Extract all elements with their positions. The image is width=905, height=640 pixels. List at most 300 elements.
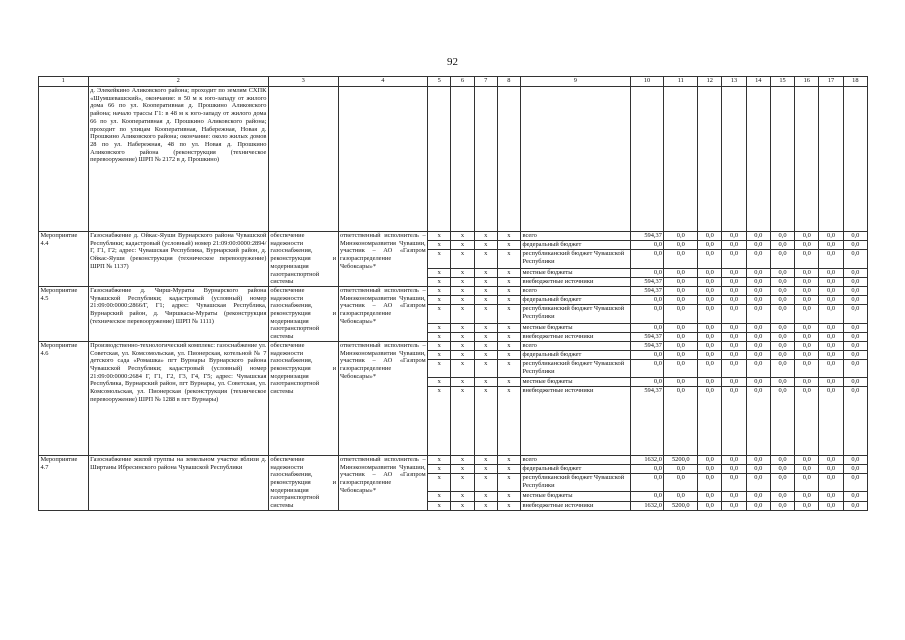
code-cell: x xyxy=(497,296,520,305)
amount-cell: 0,0 xyxy=(843,268,867,277)
amount-cell: 0,0 xyxy=(698,377,722,386)
amount-cell: 0,0 xyxy=(795,501,819,510)
empty-cell xyxy=(474,87,497,232)
empty-cell xyxy=(630,87,664,232)
measure-executor: ответственный исполнитель – Минэкономразвития Чувашии, участник – АО «Газпром газораспределение Чебоксары»* xyxy=(338,286,428,341)
column-header-13: 13 xyxy=(722,77,746,87)
code-cell: x xyxy=(451,250,474,268)
funding-source: внебюджетные источники xyxy=(520,332,630,341)
amount-cell: 0,0 xyxy=(746,332,770,341)
amount-cell: 594,37 xyxy=(630,277,664,286)
code-cell: x xyxy=(451,350,474,359)
column-header-3: 3 xyxy=(268,77,338,87)
amount-cell: 0,0 xyxy=(722,323,746,332)
amount-cell: 0,0 xyxy=(819,492,843,501)
amount-cell: 0,0 xyxy=(746,305,770,323)
amount-cell: 5200,0 xyxy=(664,501,698,510)
continuation-text: д. Элекейкино Аликовского района; проходит по землям СХПК «Шумшевашский», окончание: в 50 м к юго-западу от жилого дома 66 по ул. Кооперативная д. Прошкино Аликовского района; начало трассы Г1: в 48 м к юго-западу от жилого дома 66 по ул. Кооперативная д. Прошкино Аликовского района; проходит по улицам Кооперативная, Набережная, Новая д. Прошкино Аликовского района; окончание: около жилых домов 28 по ул. Набережная, 48 по ул. Новая д. Прошкино Аликовского района (реконструкция (техническое перевооружение) ШРП № 2172 в д. Прошкино) xyxy=(88,87,268,232)
amount-cell: 0,0 xyxy=(630,241,664,250)
code-cell: x xyxy=(474,305,497,323)
column-header-2: 2 xyxy=(88,77,268,87)
amount-cell: 0,0 xyxy=(664,323,698,332)
amount-cell: 0,0 xyxy=(819,474,843,492)
amount-cell: 0,0 xyxy=(630,350,664,359)
empty-cell xyxy=(497,87,520,232)
amount-cell: 0,0 xyxy=(698,501,722,510)
amount-cell: 0,0 xyxy=(664,305,698,323)
amount-cell: 0,0 xyxy=(746,277,770,286)
funding-source: республиканский бюджет Чувашской Республики xyxy=(520,305,630,323)
code-cell: x xyxy=(497,323,520,332)
amount-cell: 0,0 xyxy=(770,286,794,295)
amount-cell: 0,0 xyxy=(795,464,819,473)
amount-cell: 0,0 xyxy=(770,350,794,359)
code-cell: x xyxy=(497,386,520,455)
code-cell: x xyxy=(474,386,497,455)
code-cell: x xyxy=(497,232,520,241)
amount-cell: 0,0 xyxy=(664,464,698,473)
measure-goal: обеспечение надежности газоснабжения, реконструкция и модернизация газотранспортной системы xyxy=(268,341,338,455)
amount-cell: 0,0 xyxy=(770,492,794,501)
amount-cell: 0,0 xyxy=(630,305,664,323)
amount-cell: 594,37 xyxy=(630,232,664,241)
amount-cell: 594,37 xyxy=(630,332,664,341)
amount-cell: 0,0 xyxy=(843,241,867,250)
amount-cell: 0,0 xyxy=(770,250,794,268)
amount-cell: 0,0 xyxy=(770,241,794,250)
amount-cell: 0,0 xyxy=(795,241,819,250)
amount-cell: 0,0 xyxy=(770,332,794,341)
amount-cell: 0,0 xyxy=(795,332,819,341)
amount-cell: 0,0 xyxy=(664,277,698,286)
funding-source: всего xyxy=(520,341,630,350)
measure-row xyxy=(39,455,868,464)
amount-cell: 0,0 xyxy=(843,377,867,386)
amount-cell: 0,0 xyxy=(843,332,867,341)
column-header-12: 12 xyxy=(698,77,722,87)
empty-cell xyxy=(268,87,338,232)
measure-goal: обеспечение надежности газоснабжения, реконструкция и модернизация газотранспортной системы xyxy=(270,455,337,510)
amount-cell: 0,0 xyxy=(819,296,843,305)
amount-cell: 0,0 xyxy=(770,268,794,277)
amount-cell: 0,0 xyxy=(770,277,794,286)
amount-cell: 0,0 xyxy=(746,350,770,359)
amount-cell: 0,0 xyxy=(722,359,746,377)
code-cell: x xyxy=(497,241,520,250)
code-cell: x xyxy=(474,455,497,464)
code-cell: x xyxy=(497,464,520,473)
column-header-5: 5 xyxy=(428,77,451,87)
funding-source: всего xyxy=(520,232,630,241)
amount-cell: 0,0 xyxy=(722,474,746,492)
empty-cell xyxy=(451,87,474,232)
code-cell: x xyxy=(497,277,520,286)
amount-cell: 0,0 xyxy=(698,241,722,250)
measure-name: Газоснабжение д. Ойкас-Яуши Вурнарского района Чувашской Республики; кадастровый (условный) номер 21:09:00:0000:2894/Г, Г1, Г2; адрес: Чувашская Республика, Вурнарский район, д. Ойкас-Яуши (реконструкция (техническое перевооружение) ШРП № 1137) xyxy=(88,232,268,287)
amount-cell: 0,0 xyxy=(722,296,746,305)
amount-cell: 0,0 xyxy=(819,250,843,268)
code-cell: x xyxy=(497,474,520,492)
amount-cell: 0,0 xyxy=(698,341,722,350)
amount-cell: 0,0 xyxy=(843,474,867,492)
amount-cell: 5200,0 xyxy=(664,455,698,464)
code-cell: x xyxy=(428,359,451,377)
column-header-1: 1 xyxy=(39,77,89,87)
column-header-4: 4 xyxy=(338,77,428,87)
amount-cell: 0,0 xyxy=(630,323,664,332)
amount-cell: 0,0 xyxy=(698,232,722,241)
amount-cell: 0,0 xyxy=(770,296,794,305)
funding-source: федеральный бюджет xyxy=(520,241,630,250)
code-cell: x xyxy=(451,241,474,250)
amount-cell: 0,0 xyxy=(746,501,770,510)
amount-cell: 0,0 xyxy=(795,305,819,323)
amount-cell: 1632,0 xyxy=(630,455,664,464)
code-cell: x xyxy=(451,277,474,286)
amount-cell: 0,0 xyxy=(843,277,867,286)
amount-cell: 0,0 xyxy=(746,474,770,492)
amount-cell: 0,0 xyxy=(698,359,722,377)
amount-cell: 0,0 xyxy=(795,377,819,386)
code-cell: x xyxy=(428,377,451,386)
code-cell: x xyxy=(428,277,451,286)
amount-cell: 0,0 xyxy=(722,350,746,359)
amount-cell: 0,0 xyxy=(746,250,770,268)
code-cell: x xyxy=(474,232,497,241)
amount-cell: 0,0 xyxy=(843,250,867,268)
code-cell: x xyxy=(497,359,520,377)
amount-cell: 0,0 xyxy=(664,474,698,492)
funding-source: местные бюджеты xyxy=(520,492,630,501)
amount-cell: 0,0 xyxy=(819,501,843,510)
amount-cell: 0,0 xyxy=(770,464,794,473)
empty-cell xyxy=(819,87,843,232)
amount-cell: 0,0 xyxy=(630,250,664,268)
amount-cell: 0,0 xyxy=(770,455,794,464)
empty-cell xyxy=(698,87,722,232)
code-cell: x xyxy=(428,296,451,305)
amount-cell: 1632,0 xyxy=(630,501,664,510)
funding-source: местные бюджеты xyxy=(520,323,630,332)
amount-cell: 0,0 xyxy=(819,350,843,359)
amount-cell: 0,0 xyxy=(664,492,698,501)
amount-cell: 0,0 xyxy=(722,332,746,341)
amount-cell: 0,0 xyxy=(795,455,819,464)
amount-cell: 0,0 xyxy=(819,332,843,341)
code-cell: x xyxy=(451,305,474,323)
amount-cell: 0,0 xyxy=(795,286,819,295)
amount-cell: 0,0 xyxy=(795,386,819,455)
code-cell: x xyxy=(497,455,520,464)
amount-cell: 0,0 xyxy=(770,323,794,332)
funding-source: республиканский бюджет Чувашской Республики xyxy=(520,359,630,377)
amount-cell: 0,0 xyxy=(746,323,770,332)
amount-cell: 0,0 xyxy=(722,277,746,286)
code-cell: x xyxy=(428,268,451,277)
code-cell: x xyxy=(451,332,474,341)
code-cell: x xyxy=(497,492,520,501)
amount-cell: 0,0 xyxy=(843,492,867,501)
code-cell: x xyxy=(497,377,520,386)
measure-id: Мероприятие 4.6 xyxy=(39,341,89,455)
amount-cell: 0,0 xyxy=(770,232,794,241)
amount-cell: 0,0 xyxy=(664,268,698,277)
empty-cell xyxy=(843,87,867,232)
amount-cell: 0,0 xyxy=(664,250,698,268)
amount-cell: 0,0 xyxy=(770,386,794,455)
amount-cell: 0,0 xyxy=(819,377,843,386)
amount-cell: 0,0 xyxy=(843,323,867,332)
code-cell: x xyxy=(497,341,520,350)
code-cell: x xyxy=(428,464,451,473)
continuation-row xyxy=(39,87,868,232)
amount-cell: 0,0 xyxy=(698,277,722,286)
amount-cell: 0,0 xyxy=(722,341,746,350)
measure-row xyxy=(39,341,868,350)
empty-cell xyxy=(770,87,794,232)
amount-cell: 0,0 xyxy=(819,455,843,464)
column-header-7: 7 xyxy=(474,77,497,87)
amount-cell: 0,0 xyxy=(770,341,794,350)
funding-source: внебюджетные источники xyxy=(520,277,630,286)
amount-cell: 0,0 xyxy=(819,359,843,377)
code-cell: x xyxy=(474,359,497,377)
funding-source: республиканский бюджет Чувашской Республики xyxy=(520,250,630,268)
amount-cell: 0,0 xyxy=(698,386,722,455)
funding-source: внебюджетные источники xyxy=(520,386,630,455)
code-cell: x xyxy=(497,305,520,323)
amount-cell: 0,0 xyxy=(819,277,843,286)
amount-cell: 0,0 xyxy=(664,286,698,295)
funding-source: федеральный бюджет xyxy=(520,350,630,359)
code-cell: x xyxy=(428,323,451,332)
code-cell: x xyxy=(451,377,474,386)
code-cell: x xyxy=(428,286,451,295)
amount-cell: 0,0 xyxy=(746,286,770,295)
amount-cell: 0,0 xyxy=(843,501,867,510)
empty-cell xyxy=(338,87,428,232)
amount-cell: 594,37 xyxy=(630,286,664,295)
amount-cell: 594,37 xyxy=(630,386,664,455)
code-cell: x xyxy=(451,455,474,464)
amount-cell: 0,0 xyxy=(795,268,819,277)
amount-cell: 594,37 xyxy=(630,341,664,350)
amount-cell: 0,0 xyxy=(630,492,664,501)
amount-cell: 0,0 xyxy=(819,323,843,332)
amount-cell: 0,0 xyxy=(664,386,698,455)
column-header-16: 16 xyxy=(795,77,819,87)
amount-cell: 0,0 xyxy=(795,359,819,377)
amount-cell: 0,0 xyxy=(746,455,770,464)
amount-cell: 0,0 xyxy=(698,464,722,473)
code-cell: x xyxy=(451,286,474,295)
amount-cell: 0,0 xyxy=(843,386,867,455)
amount-cell: 0,0 xyxy=(843,286,867,295)
code-cell: x xyxy=(428,386,451,455)
code-cell: x xyxy=(497,286,520,295)
amount-cell: 0,0 xyxy=(746,359,770,377)
measure-name: Газоснабжение жилой группы на земельном участке вблизи д. Ширтаны Ибресинского района Чувашской Республики xyxy=(88,455,268,510)
code-cell: x xyxy=(428,250,451,268)
amount-cell: 0,0 xyxy=(746,268,770,277)
code-cell: x xyxy=(428,492,451,501)
code-cell: x xyxy=(474,250,497,268)
amount-cell: 0,0 xyxy=(722,501,746,510)
amount-cell: 0,0 xyxy=(843,341,867,350)
code-cell: x xyxy=(474,492,497,501)
measure-goal: обеспечение надежности газоснабжения, реконструкция и модернизация газотранспортной системы xyxy=(270,286,337,341)
amount-cell: 0,0 xyxy=(630,377,664,386)
empty-cell xyxy=(722,87,746,232)
amount-cell: 0,0 xyxy=(698,250,722,268)
amount-cell: 0,0 xyxy=(698,350,722,359)
amount-cell: 0,0 xyxy=(795,277,819,286)
code-cell: x xyxy=(451,268,474,277)
code-cell: x xyxy=(474,268,497,277)
code-cell: x xyxy=(451,323,474,332)
code-cell: x xyxy=(474,464,497,473)
amount-cell: 0,0 xyxy=(819,341,843,350)
amount-cell: 0,0 xyxy=(698,286,722,295)
page-number: 92 xyxy=(447,56,458,68)
amount-cell: 0,0 xyxy=(770,359,794,377)
amount-cell: 0,0 xyxy=(664,241,698,250)
code-cell: x xyxy=(451,296,474,305)
amount-cell: 0,0 xyxy=(819,268,843,277)
amount-cell: 0,0 xyxy=(795,250,819,268)
amount-cell: 0,0 xyxy=(722,286,746,295)
code-cell: x xyxy=(428,474,451,492)
code-cell: x xyxy=(497,501,520,510)
table-body xyxy=(39,77,868,511)
amount-cell: 0,0 xyxy=(746,464,770,473)
code-cell: x xyxy=(428,241,451,250)
measure-executor: ответственный исполнитель – Минэкономразвития Чувашии, участник – АО «Газпром газораспределение Чебоксары»* xyxy=(338,455,428,510)
amount-cell: 0,0 xyxy=(722,305,746,323)
amount-cell: 0,0 xyxy=(664,377,698,386)
code-cell: x xyxy=(428,232,451,241)
amount-cell: 0,0 xyxy=(664,296,698,305)
amount-cell: 0,0 xyxy=(819,464,843,473)
code-cell: x xyxy=(474,350,497,359)
amount-cell: 0,0 xyxy=(664,359,698,377)
amount-cell: 0,0 xyxy=(746,341,770,350)
amount-cell: 0,0 xyxy=(664,232,698,241)
amount-cell: 0,0 xyxy=(746,492,770,501)
amount-cell: 0,0 xyxy=(630,359,664,377)
amount-cell: 0,0 xyxy=(698,455,722,464)
amount-cell: 0,0 xyxy=(795,341,819,350)
column-header-10: 10 xyxy=(630,77,664,87)
amount-cell: 0,0 xyxy=(630,296,664,305)
amount-cell: 0,0 xyxy=(843,464,867,473)
empty-cell xyxy=(520,87,630,232)
column-header-14: 14 xyxy=(746,77,770,87)
amount-cell: 0,0 xyxy=(722,492,746,501)
amount-cell: 0,0 xyxy=(770,474,794,492)
amount-cell: 0,0 xyxy=(795,474,819,492)
code-cell: x xyxy=(474,377,497,386)
amount-cell: 0,0 xyxy=(843,296,867,305)
column-header-18: 18 xyxy=(843,77,867,87)
amount-cell: 0,0 xyxy=(770,501,794,510)
funding-source: местные бюджеты xyxy=(520,377,630,386)
amount-cell: 0,0 xyxy=(843,359,867,377)
amount-cell: 0,0 xyxy=(819,232,843,241)
empty-cell xyxy=(39,87,89,232)
amount-cell: 0,0 xyxy=(746,241,770,250)
amount-cell: 0,0 xyxy=(819,305,843,323)
amount-cell: 0,0 xyxy=(746,377,770,386)
amount-cell: 0,0 xyxy=(819,286,843,295)
code-cell: x xyxy=(474,277,497,286)
measure-row xyxy=(39,286,868,295)
code-cell: x xyxy=(497,350,520,359)
amount-cell: 0,0 xyxy=(698,305,722,323)
code-cell: x xyxy=(474,332,497,341)
code-cell: x xyxy=(497,332,520,341)
funding-source: всего xyxy=(520,455,630,464)
funding-source: всего xyxy=(520,286,630,295)
code-cell: x xyxy=(474,323,497,332)
empty-cell xyxy=(664,87,698,232)
amount-cell: 0,0 xyxy=(843,455,867,464)
amount-cell: 0,0 xyxy=(795,492,819,501)
amount-cell: 0,0 xyxy=(795,232,819,241)
amount-cell: 0,0 xyxy=(843,350,867,359)
amount-cell: 0,0 xyxy=(630,268,664,277)
amount-cell: 0,0 xyxy=(722,268,746,277)
empty-cell xyxy=(795,87,819,232)
code-cell: x xyxy=(474,501,497,510)
code-cell: x xyxy=(451,359,474,377)
code-cell: x xyxy=(428,305,451,323)
amount-cell: 0,0 xyxy=(722,241,746,250)
code-cell: x xyxy=(497,268,520,277)
amount-cell: 0,0 xyxy=(722,464,746,473)
code-cell: x xyxy=(474,286,497,295)
funding-source: республиканский бюджет Чувашской Республики xyxy=(520,474,630,492)
measure-name: Газоснабжение д. Чирш-Мураты Вурнарского района Чувашской Республики; кадастровый (условный) номер 21:09:00:0000:2866/Г, Г1; адрес: Чувашская Республика, Вурнарский район, д. Чиршкасы-Мураты (реконструкция (техническое перевооружение) ШРП № 1111) xyxy=(88,286,268,341)
amount-cell: 0,0 xyxy=(770,377,794,386)
code-cell: x xyxy=(474,296,497,305)
funding-source: местные бюджеты xyxy=(520,268,630,277)
code-cell: x xyxy=(428,455,451,464)
code-cell: x xyxy=(428,332,451,341)
code-cell: x xyxy=(474,241,497,250)
amount-cell: 0,0 xyxy=(698,296,722,305)
measure-id: Мероприятие 4.4 xyxy=(39,232,89,287)
code-cell: x xyxy=(451,464,474,473)
amount-cell: 0,0 xyxy=(746,296,770,305)
code-cell: x xyxy=(451,492,474,501)
measure-id: Мероприятие 4.5 xyxy=(39,286,89,341)
empty-cell xyxy=(428,87,451,232)
amount-cell: 0,0 xyxy=(795,296,819,305)
amount-cell: 0,0 xyxy=(722,377,746,386)
code-cell: x xyxy=(474,474,497,492)
amount-cell: 0,0 xyxy=(819,241,843,250)
amount-cell: 0,0 xyxy=(698,474,722,492)
amount-cell: 0,0 xyxy=(698,323,722,332)
amount-cell: 0,0 xyxy=(630,464,664,473)
amount-cell: 0,0 xyxy=(843,305,867,323)
amount-cell: 0,0 xyxy=(698,332,722,341)
amount-cell: 0,0 xyxy=(746,386,770,455)
column-header-8: 8 xyxy=(497,77,520,87)
funding-source: внебюджетные источники xyxy=(520,501,630,510)
code-cell: x xyxy=(428,341,451,350)
